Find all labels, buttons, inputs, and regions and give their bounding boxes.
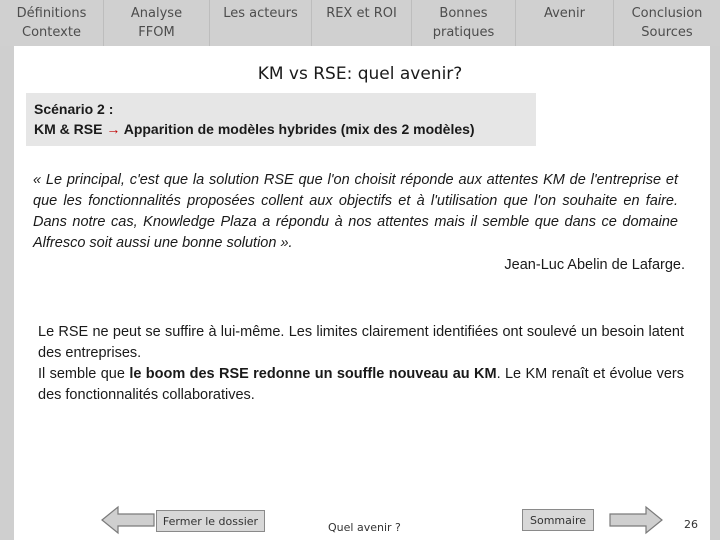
top-navigation-bar [0,0,720,46]
quote-author: Jean-Luc Abelin de Lafarge. [504,257,685,273]
right-arrow-icon: → [106,121,121,137]
close-folder-button[interactable] [156,510,265,532]
tab-analyse-ffom[interactable] [104,0,210,46]
body2-end: . Le KM renaît et évolue vers des fonctionnalités collaboratives. [38,366,684,403]
tab-conclusion[interactable] [614,0,720,46]
tab-label: Définitions Contexte [16,6,87,40]
tab-avenir[interactable] [516,0,614,46]
tab-label: Avenir [543,6,586,21]
next-arrow-icon[interactable] [608,505,664,535]
body2-emphasis: le boom des RSE redonne un souffle nouveau au KM [129,366,497,382]
right-gutter [710,46,720,540]
tab-label: Conclusion Sources [631,6,703,40]
tab-acteurs[interactable] [210,0,312,46]
tab-label: Analyse FFOM [130,6,183,40]
tab-label: Les acteurs [223,6,298,21]
tab-definitions[interactable] [0,0,104,46]
tab-label: Bonnes pratiques [432,6,495,40]
scenario-prefix: KM & RSE [34,121,107,137]
previous-arrow-icon[interactable] [100,505,156,535]
summary-button[interactable] [522,509,594,531]
scenario-box [26,93,536,146]
left-gutter [0,46,14,540]
slide-title: KM vs RSE: quel avenir? [257,64,463,84]
scenario-heading: Scénario 2 : [34,101,114,117]
close-folder-label: Fermer le dossier [162,514,259,528]
scenario-statement [34,119,536,139]
tab-bonnes-pratiques[interactable] [412,0,516,46]
scenario-text: Apparition de modèles hybrides (mix des 2 modèles) [120,121,475,137]
page-number: 26 [684,518,698,531]
tab-rex-roi[interactable] [312,0,412,46]
summary-label: Sommaire [530,513,586,527]
body-paragraph-2 [38,364,684,406]
body-paragraph-1: Le RSE ne peut se suffire à lui-même. Les limites clairement identifiées ont soulevé un besoin latent des entreprises. [38,324,684,361]
footer-section-label: Quel avenir ? [328,521,401,534]
body2-start: Il semble que [38,366,130,382]
quote-paragraph: « Le principal, c'est que la solution RSE que l'on choisit réponde aux attentes KM de l'entreprise et que les fonctionnalités proposées collent aux objectifs et à l'utilisation que l'on souhaite en faire. Dans notre cas, Knowledge Plaza a répondu à nos attentes mais il semble que dans ce domaine Alfresco soit aussi une bonne solution ». [33,172,678,251]
body-text [38,322,684,406]
tab-label: REX et ROI [326,6,397,21]
